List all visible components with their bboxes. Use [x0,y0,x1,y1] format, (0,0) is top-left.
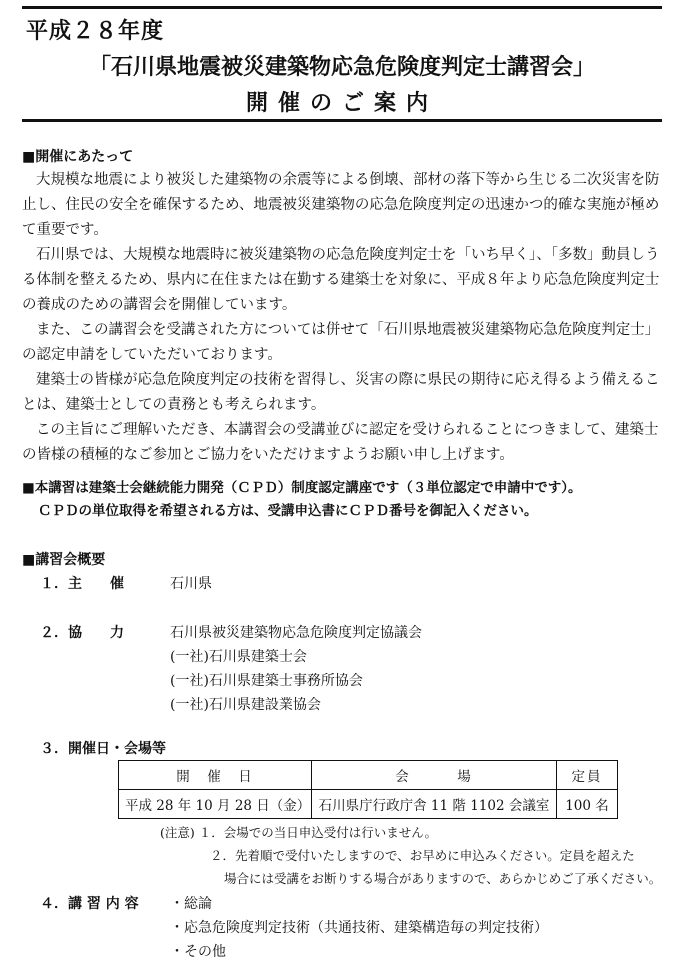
intro-line: 石川県では、大規模な地震時に被災建築物の応急危険度判定士を「いち早く」、「多数」動員しう [36,247,660,263]
overview-heading: ■講習会概要 [22,552,106,568]
venue-table-row [119,790,618,819]
intro-line: とは、建築士としての責務とも考えられます。 [22,397,326,413]
cell-date: 平成 28 年 10 月 28 日（金） [119,790,312,819]
intro-line: また、この講習会を受講された方については併せて「石川県地震被災建築物応急危険度判定士」 [36,322,660,338]
intro-line: の認定申請をしていただいております。 [22,347,282,363]
cooperation-org: (一社)石川県建設業協会 [170,697,321,713]
header-date: 開 催 日 [119,761,312,790]
header-venue: 会 場 [312,761,557,790]
title-sub: 開催のご案内 [245,91,438,116]
cpd-line-2: ＣＰＤの単位取得を希望される方は、受講申込書にＣＰＤ番号を御記入ください。 [38,503,538,519]
intro-line: 大規模な地震により被災した建築物の余震等による倒壊、部材の落下等から生じる二次災害を防 [36,172,660,188]
venue-table-header [119,761,618,790]
organizer-label: １．主 催 [40,576,124,592]
title-year: 平成２８年度 [26,19,165,44]
header-capacity: 定員 [557,761,618,790]
intro-heading: ■開催にあたって [22,149,134,165]
venue-table [118,760,618,819]
cooperation-org: 石川県被災建築物応急危険度判定協議会 [170,625,422,641]
cell-capacity: 100 名 [557,790,618,819]
title-main: 「石川県地震被災建築物応急危険度判定士講習会」 [88,55,595,80]
intro-line: この主旨にご理解いただき、本講習会の受講並びに認定を受けられることにつきまして、建築士 [36,422,659,438]
intro-line: の皆様の積極的なご参加とご協力をいただけますようお願い申し上げます。 [22,447,514,463]
cpd-notice [22,477,582,523]
note-2-cont: 場合には受講をお断りする場合がありますので、あらかじめご了承ください。 [224,871,662,886]
intro-line: 建築士の皆様が応急危険度判定の技術を習得し、災害の際に県民の期待に応え得るよう備えるこ [36,372,660,388]
intro-line: る体制を整えるため、県内に在住または在勤する建築士を対象に、平成８年より応急危険度判定士 [22,272,660,288]
cooperation-label: ２．協 力 [40,625,124,641]
venue-label: ３．開催日・会場等 [40,741,166,757]
cooperation-org: (一社)石川県建築士事務所協会 [170,673,363,689]
title-bottom-rule [22,119,662,122]
cpd-line-1: ■本講習は建築士会継続能力開発（ＣＰＤ）制度認定講座です（３単位認定で申請中です）。 [22,480,582,496]
cooperation-org: (一社)石川県建築士会 [170,649,307,665]
content-item: ・その他 [170,944,226,960]
organizer-value: 石川県 [170,576,212,592]
cell-venue: 石川県庁行政庁舎 11 階 1102 会議室 [312,790,557,819]
intro-line: の養成のための講習会を開催しています。 [22,297,297,313]
content-item: ・応急危険度判定技術（共通技術、建築構造毎の判定技術） [170,920,548,936]
intro-paragraph [22,168,658,468]
title-top-rule [22,6,662,9]
content-label: ４．講 習 内 容 [40,896,139,912]
note-1: (注意) １．会場での当日申込受付は行いません。 [160,825,437,840]
note-2: ２．先着順で受付いたしますので、お早めに申込みください。定員を超えた [210,848,635,863]
intro-line: て重要です。 [22,222,108,238]
content-item: ・総論 [170,896,212,912]
intro-line: 止し、住民の安全を確保するため、地震被災建築物の応急危険度判定の迅速かつ的確な実施が極め [22,197,660,213]
